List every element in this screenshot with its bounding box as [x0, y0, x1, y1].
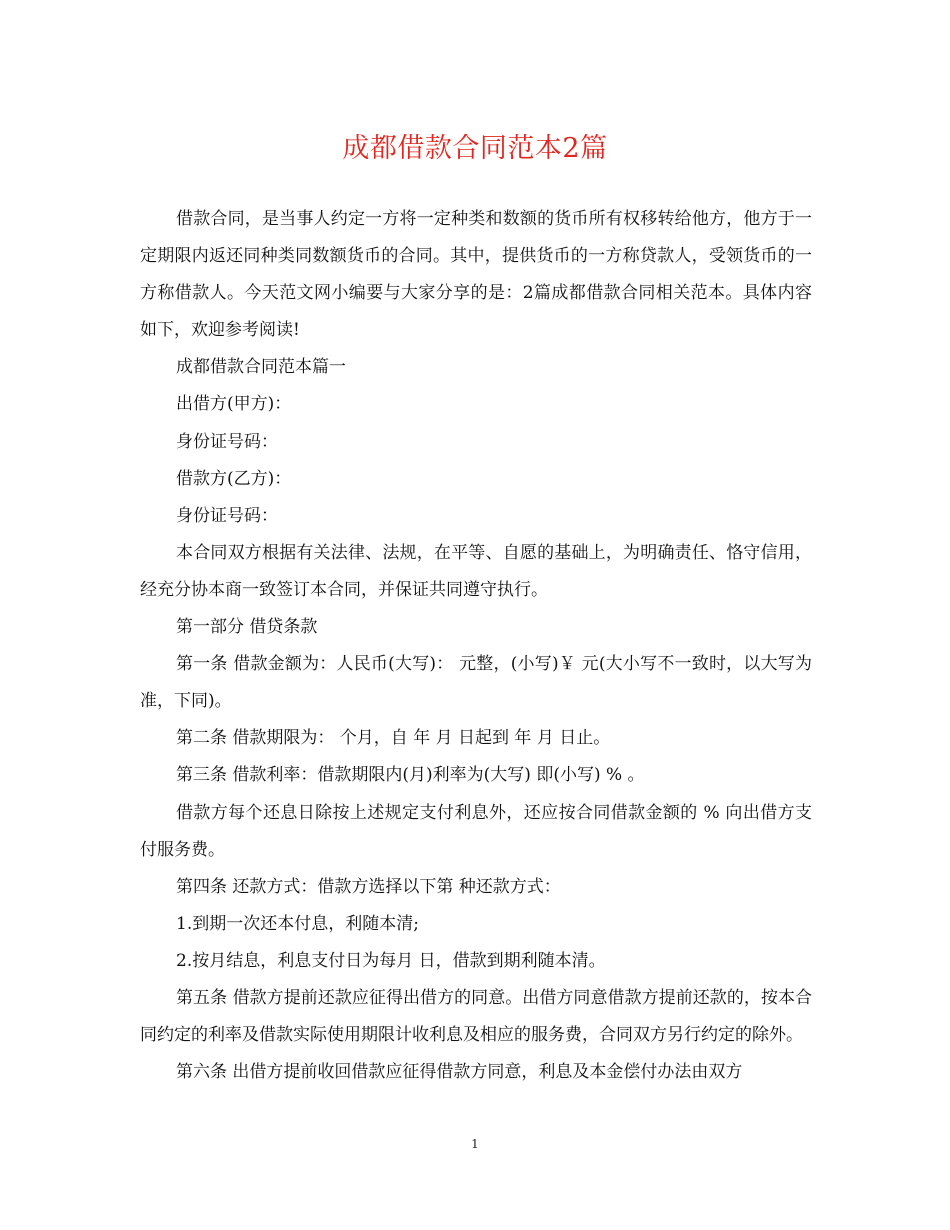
part-one-heading: 第一部分 借贷条款: [176, 617, 318, 638]
article-two: 第二条 借款期限为： 个月，自 年 月 日起到 年 月 日止。: [176, 728, 611, 749]
article-four: 第四条 还款方式：借款方选择以下第 种还款方式：: [176, 876, 561, 897]
borrower-field: 借款方(乙方)：: [176, 468, 292, 489]
article-six: 第六条 出借方提前收回借款应征得借款方同意，利息及本金偿付办法由双方: [176, 1062, 743, 1083]
page-number: 1: [471, 1137, 479, 1151]
article-one: 第一条 借款金额为：人民币(大写)： 元整，(小写)￥ 元(大小写不一致时，以大写为准，下同)。: [140, 654, 812, 712]
document-title: 成都借款合同范本2篇: [342, 133, 608, 164]
agreement-preamble: 本合同双方根据有关法律、法规，在平等、自愿的基础上，为明确责任、恪守信用，经充分协本商一致签订本合同，并保证共同遵守执行。: [140, 542, 812, 600]
repayment-option-two: 2.按月结息，利息支付日为每月 日，借款到期利随本清。: [176, 950, 606, 971]
article-five: 第五条 借款方提前还款应征得出借方的同意。出借方同意借款方提前还款的，按本合同约定的利率及借款实际使用期限计收利息及相应的服务费，合同双方另行约定的除外。: [140, 987, 812, 1046]
section-heading-template-one: 成都借款合同范本篇一: [176, 357, 346, 378]
lender-field: 出借方(甲方)：: [176, 394, 292, 415]
borrower-id-field: 身份证号码：: [176, 505, 278, 526]
article-three: 第三条 借款利率：借款期限内(月)利率为(大写) 即(小写) % 。: [176, 765, 645, 786]
lender-id-field: 身份证号码：: [176, 431, 278, 452]
service-fee-paragraph: 借款方每个还息日除按上述规定支付利息外，还应按合同借款金额的 % 向出借方支付服务费。: [140, 802, 812, 860]
repayment-option-one: 1.到期一次还本付息，利随本清;: [176, 913, 419, 934]
intro-paragraph: 借款合同，是当事人约定一方将一定种类和数额的货币所有权移转给他方，他方于一定期限内返还同种类同数额货币的合同。其中，提供货币的一方称贷款人，受领货币的一方称借款人。今天范文网小编要与大家分享的是：2篇成都借款合同相关范本。具体内容如下，欢迎参考阅读!: [140, 209, 812, 341]
document-body: [140, 201, 812, 1091]
